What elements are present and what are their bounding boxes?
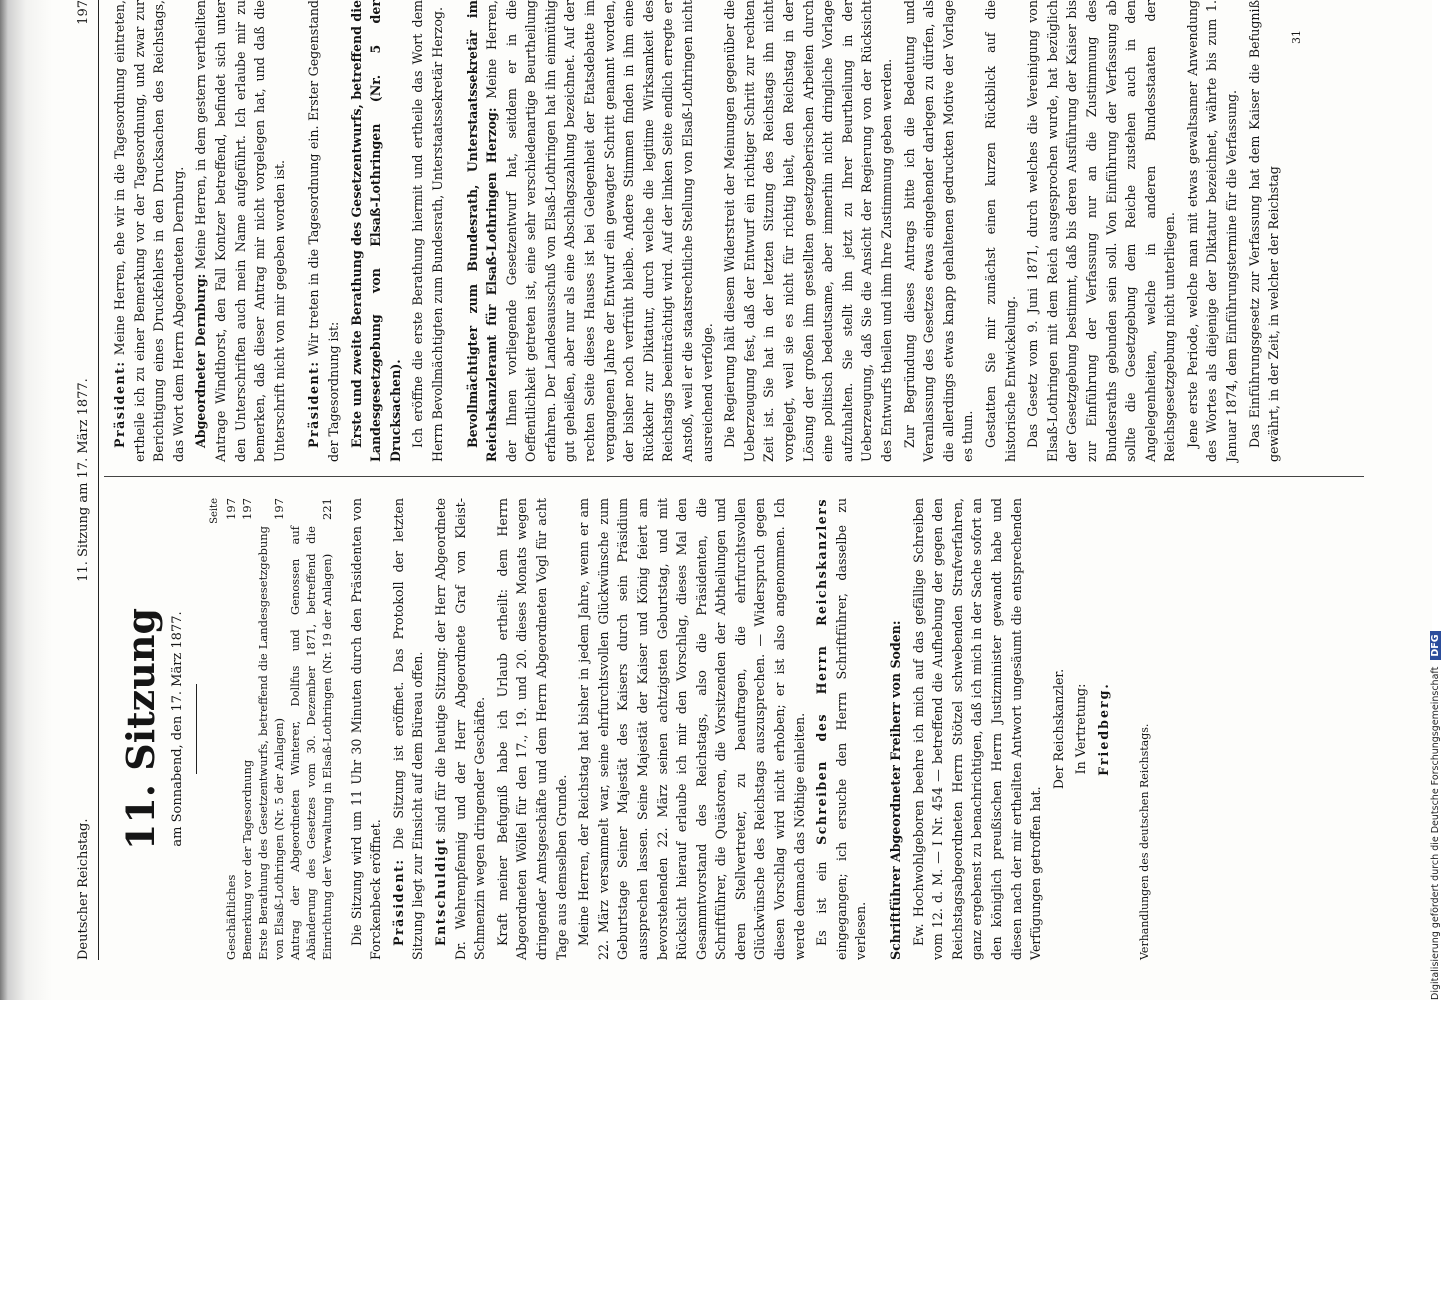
running-header (76, 0, 94, 960)
footer-left: Verhandlungen des deutschen Reichstags. (1137, 723, 1151, 960)
opening-paragraph: Die Sitzung wird um 11 Uhr 30 Minuten durch den Präsidenten von Forckenbeck eröffnet. (348, 498, 384, 960)
toc-row (239, 498, 255, 960)
table-of-contents (207, 498, 335, 960)
speech-paragraph (431, 498, 490, 960)
toc-row (255, 498, 287, 960)
header-page-number: 197 (76, 0, 91, 25)
inline-heading: Entschuldigt (432, 837, 448, 946)
toc-item-text: Antrag der Abgeordneten Winterer, Dollfus und Genossen auf Abänderung des Gesetzes vom 30. Dezember 1871, betreffend die Einrichtung der Verwaltung in Elsaß-Lothringen (Nr. 19 der Anlagen) (287, 526, 334, 960)
right-column (110, 0, 1306, 462)
toc-row (287, 498, 335, 960)
speaker-label: Präsident: (112, 360, 127, 448)
session-title: 11. Sitzung (118, 607, 163, 851)
toc-item-text: Bemerkung vor der Tagesordnung (239, 759, 254, 960)
speech-paragraph (886, 498, 906, 960)
speech-paragraph (463, 0, 718, 462)
speech-paragraph: Ich eröffne die erste Berathung hiermit und ertheile das Wort dem Herrn Bevollmächtigten zum Bundesrath, Unterstaatssekretär Herzog. (410, 0, 445, 462)
dfg-logo: DFG (1430, 631, 1441, 659)
speech-paragraph (110, 0, 188, 462)
header-left: Deutscher Reichstag. (76, 818, 91, 960)
column-rule (104, 476, 1364, 477)
session-date: am Sonnabend, den 17. März 1877. (170, 611, 185, 847)
letter-text: Ew. Hochwohlgeboren beehre ich mich auf das gefällige Schreiben vom 12. d. M. — I Nr. 454 — betreffend die Aufhebung der gegen den Reichstagsabgeordneten Herrn Stötzel schwebenden Strafverfahren, ganz ergebenst zu benachrichtigen, daß ich mich in der Sache sofort an den königlich preußischen Herrn Justizminister gewandt habe und diesen nach der mir ertheilten Antwort ungesäumt die entsprechenden Verfügungen getroffen hat. (910, 498, 1044, 960)
speech-text: Meine Herren, ehe wir in die Tagesordnung eintreten, ertheile ich zu einer Bemerkung vor der Tagesordnung, und zwar zur Berichtigung eines Druckfehlers in den Drucksachen des Reichstags, das Wort dem Herrn Abgeordneten Dernburg. (112, 0, 186, 462)
letter-signature-name: Friedberg. (1095, 682, 1111, 776)
toc-row (223, 498, 239, 960)
speech-text: Es ist ein (814, 861, 830, 946)
toc-item-page: 197 (271, 498, 286, 520)
speech-paragraph: Gestatten Sie mir zunächst einen kurzen Rückblick auf die historische Entwickelung. (982, 0, 1018, 462)
letter-signature-deputy: In Vertretung: (1073, 683, 1089, 775)
speech-paragraph: Die Regierung hält diesem Widerstreit der Meinungen gegenüber die Ueberzeugung fest, daß der Entwurf ein richtiger Schritt zur rechten Zeit ist. Sie hat in der letzten Sitzung des Reichstags ihn nicht vorgelegt, weil sie es nicht für richtig hielt, den Reichstag in der Lösung der großen ihm gestellten gesetzgeberischen Arbeiten durch eine politisch bedeutsame, aber immerhin nicht dringliche Vorlage aufzuhalten. Sie stellt ihn jetzt zu Ihrer Beurtheilung in der Ueberzeugung, daß Sie die Ansicht der Regierung von der Rücksicht des Entwurfs theilen und ihm Ihre Zustimmung geben werden. (722, 0, 894, 462)
signature-mark: 31 (1289, 30, 1303, 44)
speech-paragraph (191, 0, 289, 462)
speech-paragraph (812, 498, 871, 960)
toc-item-page: 197 (223, 498, 238, 520)
speech-text: Wir treten in die Tagesordnung ein. Erster Gegenstand der Tagesordnung ist: (306, 0, 341, 462)
speech-text: eingegangen; ich ersuche den Herrn Schriftführer, dasselbe zu verlesen. (833, 498, 869, 960)
speech-paragraph: Das Gesetz vom 9. Juni 1871, durch welches die Vereinigung von Elsaß-Lothringen mit dem Reich ausgesprochen wurde, hat bezüglich der Gesetzgebung bestimmt, daß bis deren Ausführung der Kaiser bis zur Einführung der Verfassung nur an die Zustimmung des Bundesraths gebunden sein soll. Von Einführung der Verfassung ab sollte die Gesetzgebung dem Reiche zustehen auch in den Angelegenheiten, welche in anderen Bundesstaaten der Reichsgesetzgebung nicht unterliegen. (1025, 0, 1178, 462)
speech-paragraph: Jene erste Periode, welche man mit etwas gewaltsamer Anwendung des Wortes als diejenige der Diktatur bezeichnet, währte bis zum 1. Januar 1874, dem Einführungstermine für die Verfassung. (1184, 0, 1240, 462)
toc-item-page: 221 (319, 498, 334, 520)
speech-paragraph: Zur Begründung dieses Antrags bitte ich die Bedeutung und Veranlassung des Gesetzes etwas eingehender darlegen zu dürfen, als die allerdings etwas knapp gehaltenen gedruckten Motive der Vorlage es thun. (901, 0, 976, 462)
speech-text: Meine Herren, der Ihnen vorliegende Gesetzentwurf hat, seitdem er in die Oeffentlichkeit getreten ist, eine sehr verschiedenartige Beurtheilung erfahren. Der Landesausschuß von Elsaß-Lothringen hat ihn einmüthig gut geheißen, aber nur als eine Abschlagszahlung bezeichnet. Auf der rechten Seite dieses Hauses ist bei Gelegenheit der Etatsdebatte im vergangenen Jahre der Entwurf ein gewagter Schritt genannt worden, der bisher noch verfrüht bleibe. Andere Stimmen finden in ihm eine Rückkehr zur Diktatur, durch welche die legitime Wirksamkeit des Reichstags beeinträchtigt wird. Auf der linken Seite endlich erregte er Anstoß, weil er die staatsrechtliche Stellung von Elsaß-Lothringen nicht ausreichend verfolge. (484, 0, 715, 462)
speech-text: Meine Herren, in dem gestern vertheilten Antrage Windthorst, den Fall Kontzer betreffend, befindet sich unter den Unterschriften auch mein Name aufgeführt. Ich erlaube mir zu bemerken, daß dieser Antrag mir nicht vorgelegen hat, und daß die Unterschrift nicht von mir gegeben worden ist. (193, 0, 287, 462)
speech-text: sind für die heutige Sitzung: der Herr Abgeordnete Dr. Wehrenpfennig und der Herr Abgeordnete Graf von Kleist-Schmenzin wegen dringender Geschäfte. (432, 498, 488, 960)
toc-item-text: Erste Berathung des Gesetzentwurfs, betreffend die Landesgesetzgebung von Elsaß-Lothringen (Nr. 5 der Anlagen) (255, 526, 286, 960)
header-center: 11. Sitzung am 17. März 1877. (76, 378, 91, 582)
header-rule (98, 0, 99, 960)
speaker-label: Präsident: (306, 360, 322, 448)
toc-item-page: 197 (239, 498, 254, 520)
speech-paragraph (389, 498, 428, 960)
agenda-item: Erste und zweite Berathung des Gesetzentwurfs, betreffend die Landesgesetzgebung von Elsaß-Lothringen (Nr. 5 der Drucksachen). (348, 0, 403, 462)
toc-heading: Seite (208, 498, 220, 524)
left-column (110, 498, 1154, 960)
credit-text: Digitalisierung gefördert durch die Deutsche Forschungsgemeinschaft (1430, 666, 1441, 1000)
title-rule (196, 684, 197, 774)
letter-signature-title: Der Reichskanzler. (1050, 668, 1066, 790)
speaker-label: Abgeordneter Dernburg: (193, 273, 209, 448)
inline-heading: Schreiben des Herrn Reichskanzlers (814, 498, 830, 845)
speaker-label: Schriftführer Abgeordneter Freiherr von Soden: (888, 620, 904, 960)
speaker-label: Präsident: (390, 858, 406, 946)
speech-paragraph: Kraft meiner Befugniß habe ich Urlaub ertheilt: dem Herrn Abgeordneten Wölfel für den 17., 19. und 20. dieses Monats wegen dringender Amtsgeschäfte und dem Herrn Abgeordneten Vogl für acht Tage aus demselben Grunde. (494, 498, 569, 960)
speech-paragraph (304, 0, 343, 462)
speech-paragraph: Das Einführungsgesetz zur Verfassung hat dem Kaiser die Befugniß gewährt, in der Zeit, in welcher der Reichstag (1246, 0, 1282, 462)
speech-paragraph: Meine Herren, der Reichstag hat bisher in jedem Jahre, wenn er am 22. März versammelt war, seine ehrfurchtsvollen Glückwünsche zum Geburtstage Seiner Majestät des Kaisers durch sein Präsidium aussprechen lassen. Seine Majestät der Kaiser und König feiert am bevorstehenden 22. März seinen achtzigsten Geburtstag, und mit Rücksicht hierauf erlaube ich mir den Vorschlag, dieses Mal den Gesammtvorstand des Reichstags, also die Präsidenten, die Schriftführer, die Quästoren, die Vorsitzenden der Abtheilungen und deren Stellvertreter, zu beauftragen, die ehrfurchtsvollen Glückwünsche des Reichstags auszusprechen. — Widerspruch gegen diesen Vorschlag wird nicht erhoben; er ist also angenommen. Ich werde demnach das Nöthige einleiten. (576, 498, 807, 960)
speaker-label: Bevollmächtigter zum Bundesrath, Unterstaatssekretär im Reichskanzleramt für Elsaß-Lothringen Herzog: (464, 0, 500, 462)
digitization-credit (1418, 10, 1441, 1000)
toc-item-text: Geschäftliches (223, 874, 238, 960)
speech-text: Die Sitzung ist eröffnet. Das Protokoll der letzten Sitzung liegt zur Einsicht auf dem Büreau offen. (390, 498, 426, 960)
